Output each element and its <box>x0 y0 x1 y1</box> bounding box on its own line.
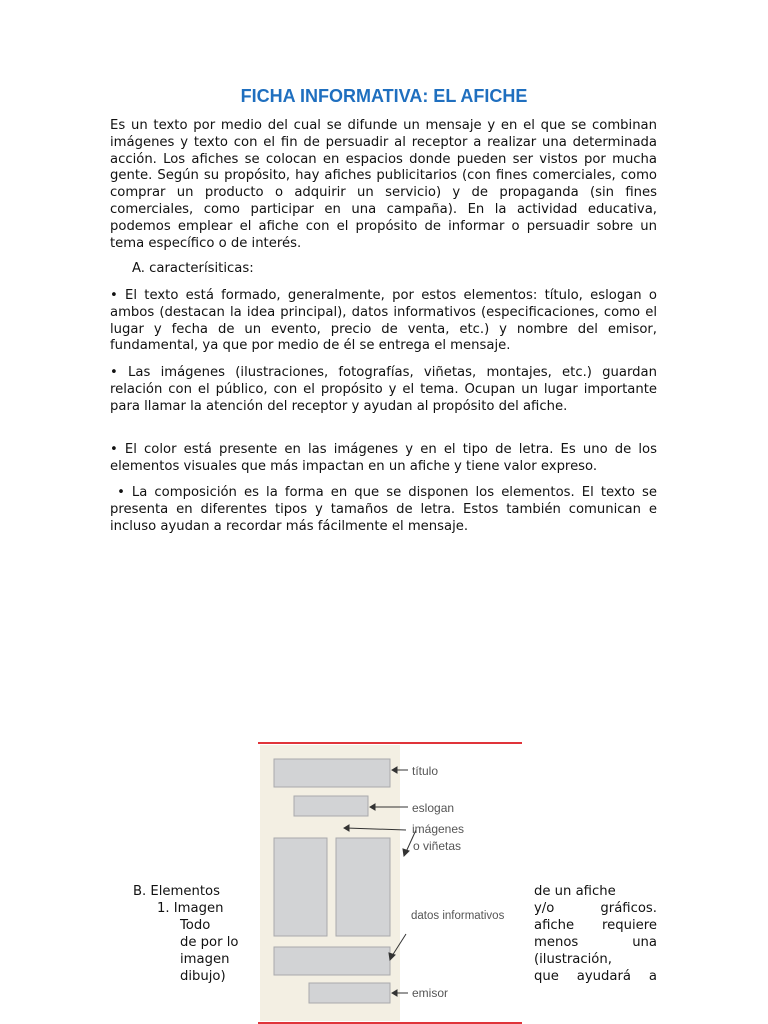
text-fragment: que ayudará a <box>534 969 657 984</box>
bullet-composition: • La composición es la forma en que se disponen los elementos. El texto se presenta en diferentes tipos y tamaños de letra. Estos también comunican e incluso ayudan a recordar más fácilmente el mensaje. <box>110 485 662 534</box>
list-item-image: 1. Imagen <box>157 901 224 916</box>
sender-block <box>309 983 390 1003</box>
bullet-elements: • El texto está formado, generalmente, por estos elementos: título, eslogan o ambos (destacan la idea principal), datos informativos (especificaciones, como el lugar y fecha de un evento, precio de venta, etc.) y nombre del emisor, fundamental, ya que por medio de él se entrega el mensaje. <box>110 288 657 354</box>
text-fragment: de un afiche <box>534 884 616 899</box>
section-a-heading: A. caracterísiticas: <box>132 261 254 276</box>
text-fragment: menos una <box>534 935 657 950</box>
bullet-images: • Las imágenes (ilustraciones, fotografías, viñetas, montajes, etc.) guardan relación con el público, con el propósito y el tema. Ocupan un lugar importante para llamar la atención del receptor y ayudan al propósito del afiche. <box>110 365 657 414</box>
bullet-color: • El color está presente en las imágenes y en el tipo de letra. Es uno de los elementos visuales que más impactan en un afiche y tiene valor expreso. <box>110 442 657 474</box>
poster-diagram-svg <box>258 742 522 1024</box>
text-fragment: (ilustración, <box>534 952 612 967</box>
label-slogan: eslogan <box>412 801 455 815</box>
text-fragment: Todo <box>180 918 211 933</box>
slogan-block <box>294 796 368 816</box>
label-images: imágenes <box>412 822 465 836</box>
image-block-right <box>336 838 390 936</box>
text-fragment: imagen <box>180 952 230 967</box>
text-fragment: de por lo <box>180 935 239 950</box>
info-block <box>274 947 390 975</box>
section-b-heading: B. Elementos <box>133 884 220 899</box>
title-block <box>274 759 390 787</box>
label-sender: emisor <box>412 986 449 1000</box>
intro-paragraph: Es un texto por medio del cual se difunde un mensaje y en el que se combinan imágenes y texto con el fin de persuadir al receptor a realizar una determinada acción. Los afiches se colocan en espacios donde pueden ser vistos por mucha gente. Según su propósito, hay afiches publicitarios (con fines comerciales, como comprar un producto o adquirir un servicio) y de propaganda (sin fines comerciales, como participar en una campaña). En la actividad educativa, podemos emplear el afiche con el propósito de informar o persuadir sobre un tema específico o de interés. <box>110 118 657 251</box>
poster-diagram <box>258 742 522 1024</box>
image-block-left <box>274 838 327 936</box>
text-fragment: afiche requiere <box>534 918 657 933</box>
label-vignettes: o viñetas <box>413 839 462 853</box>
text-fragment: dibujo) <box>180 969 226 984</box>
document-title: FICHA INFORMATIVA: EL AFICHE <box>240 86 528 106</box>
label-title: título <box>412 764 439 778</box>
text-fragment: y/o gráficos. <box>534 901 657 916</box>
label-info-data: datos informativos <box>411 910 505 922</box>
